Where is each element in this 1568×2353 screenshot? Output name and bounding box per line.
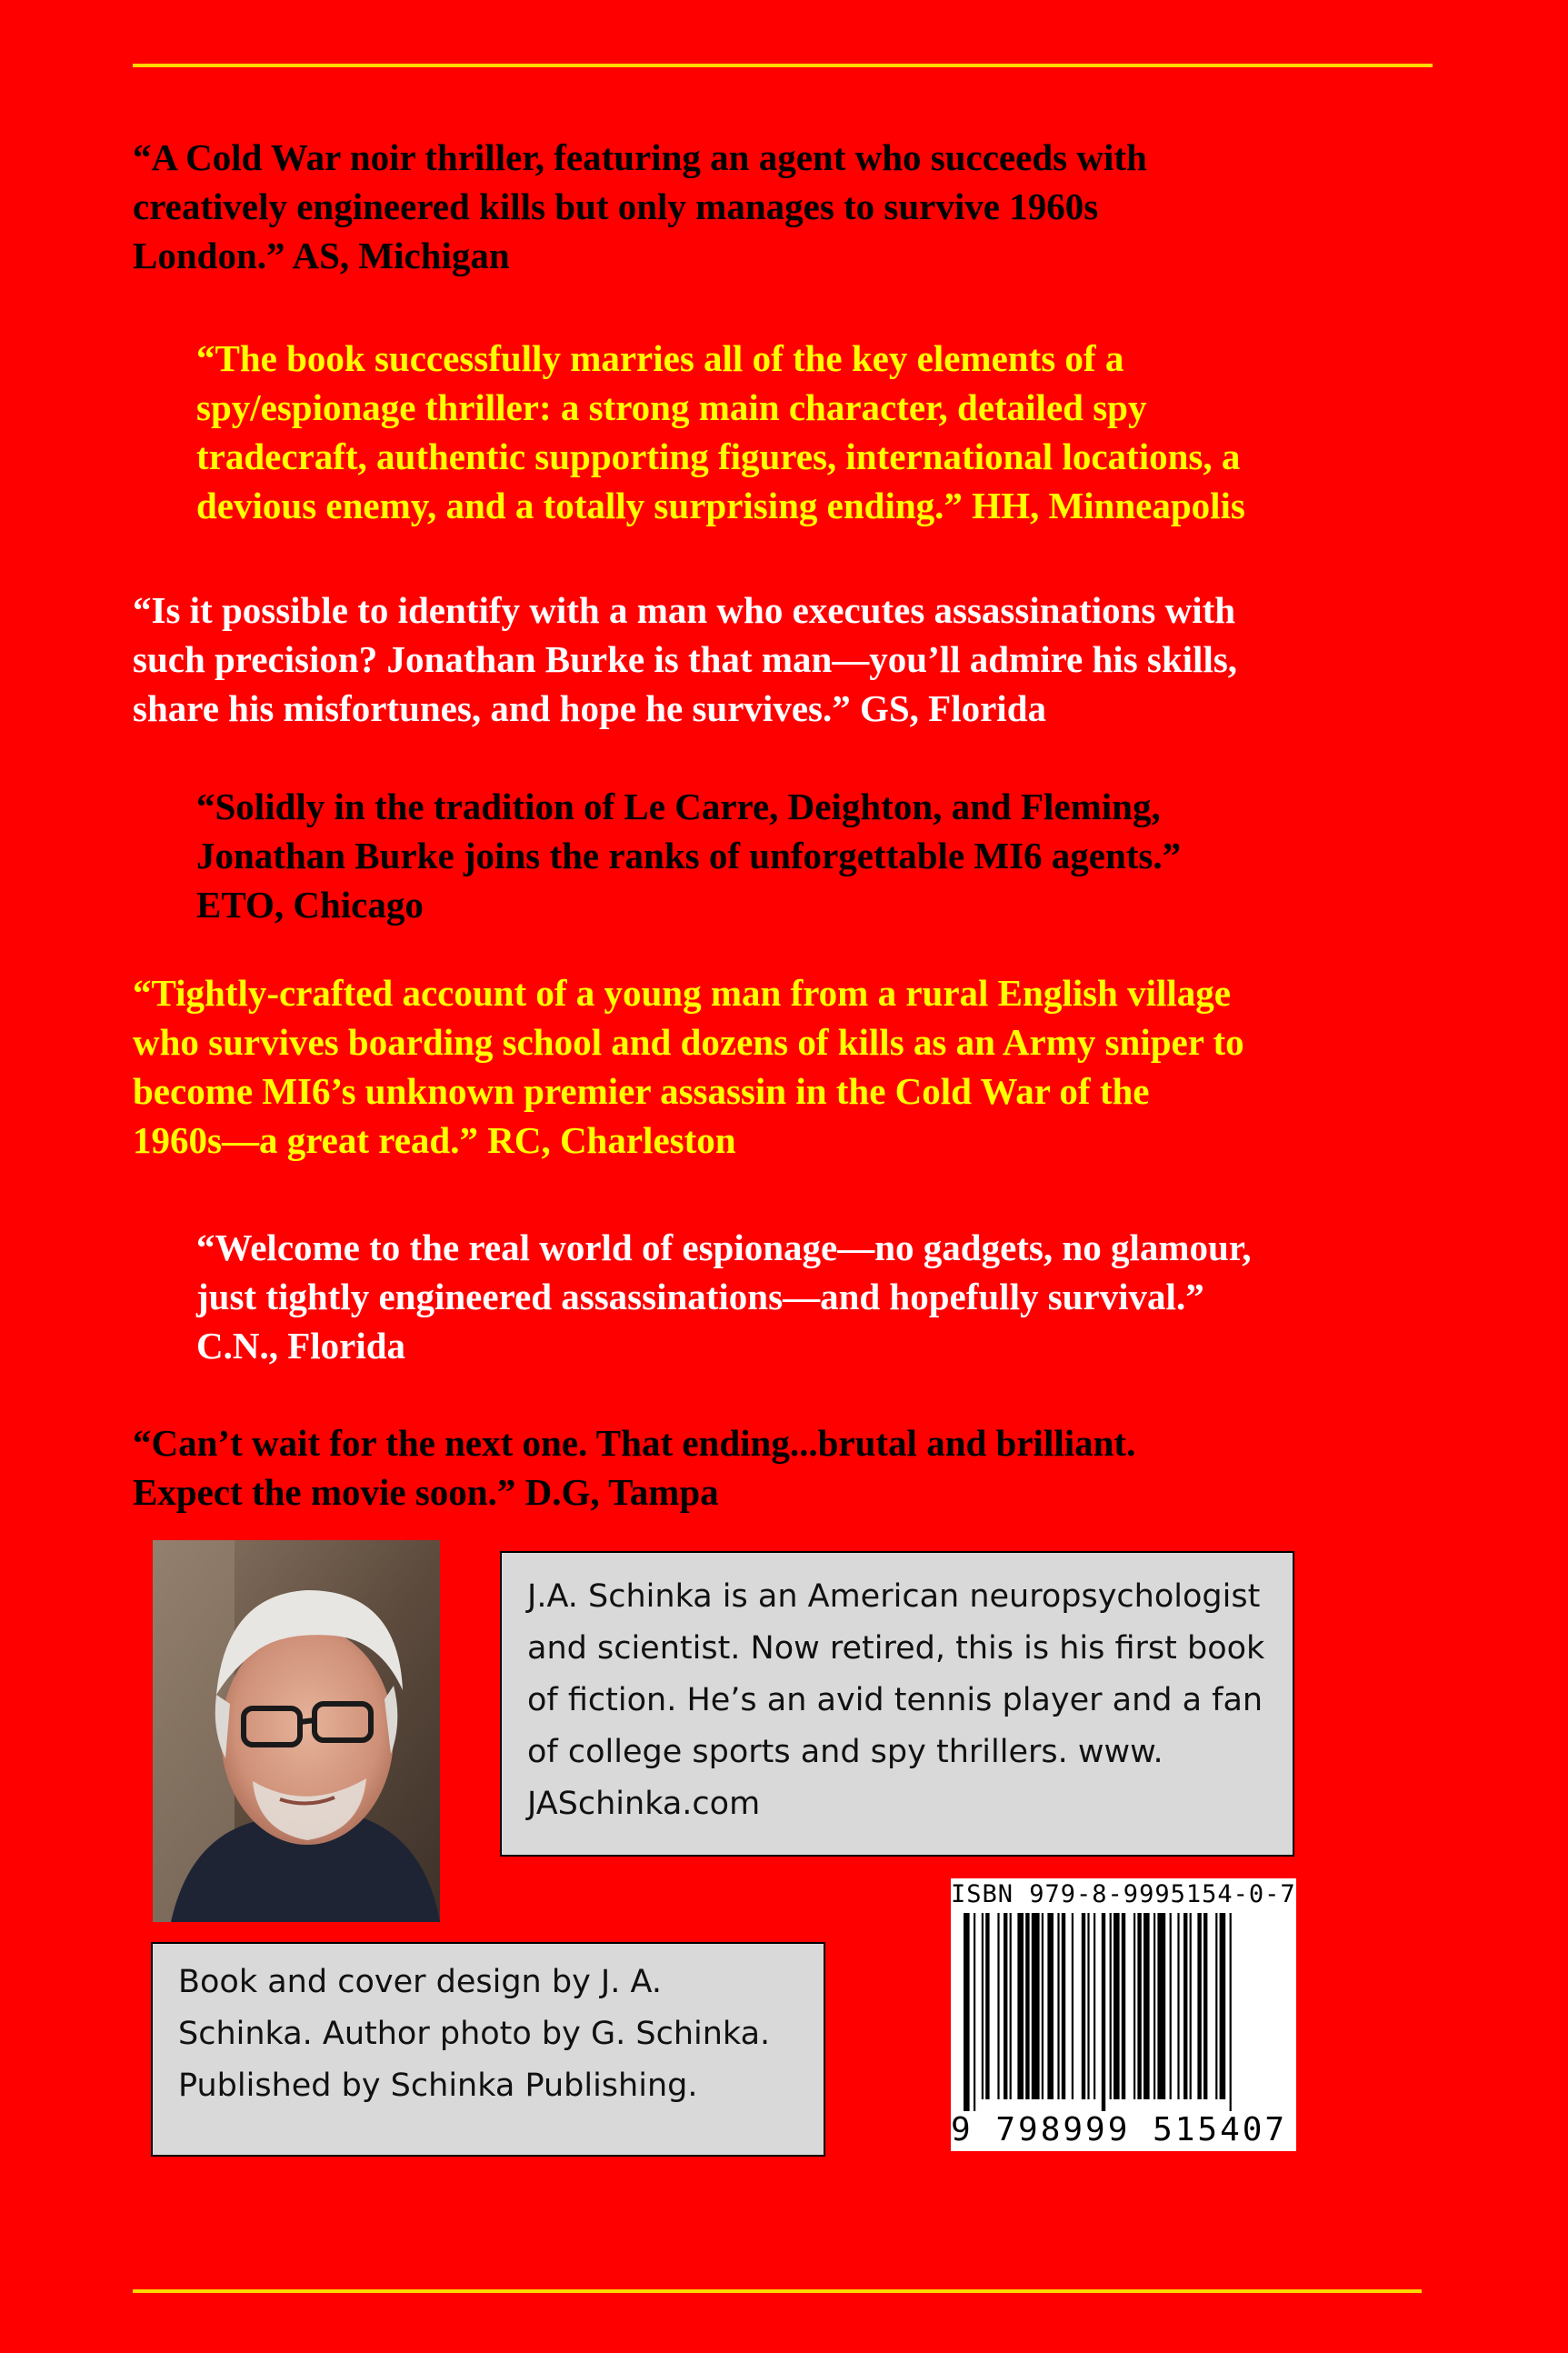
barcode-bar: [1094, 1913, 1095, 2099]
barcode-bar: [1215, 1913, 1217, 2099]
review-quote-cn-florida: “Welcome to the real world of espionage—no gadgets, no glamour, just tightly engineered assassinations—and hopefully survival.” C.N., Florida: [196, 1227, 1252, 1367]
barcode-bar: [1154, 1913, 1155, 2099]
bottom-rule: [133, 2289, 1422, 2293]
top-rule: [133, 64, 1433, 67]
barcode-bar: [1177, 1913, 1179, 2099]
barcode-bar: [985, 1913, 989, 2099]
barcode-bar: [1032, 1913, 1040, 2099]
isbn-label: ISBN 979-8-9995154-0-7: [951, 1880, 1296, 1908]
barcode-bar: [1110, 1913, 1112, 2099]
credits-text: Book and cover design by J. A. Schinka. Author photo by G. Schinka. Published by Schinka Publishing.: [178, 1964, 771, 2104]
author-portrait-image: [153, 1540, 440, 1922]
barcode-bar: [1057, 1913, 1059, 2099]
review-quote-gs-florida: “Is it possible to identify with a man who executes assassinations with such precision? Jonathan Burke is that man—you’ll admire his skills, share his misfortunes, and hope he survives.” GS, Florida: [133, 589, 1238, 729]
barcode-bar: [1017, 1913, 1024, 2099]
barcode-bar: [1072, 1913, 1074, 2099]
barcode-bar: [964, 1913, 970, 2111]
review-quote-rc-charleston: “Tightly-crafted account of a young man from a rural English village who survives boarding school and dozens of kills as an Army sniper to become MI6’s unknown premier assassin in the Cold War of the 1960s—a great read.” RC, Charleston: [133, 972, 1244, 1161]
barcode-bar: [1062, 1913, 1065, 2099]
barcode-bar: [1134, 1913, 1135, 2099]
barcode-bar: [1183, 1913, 1187, 2099]
ean-digits: 9 798999 515407: [951, 2111, 1288, 2148]
barcode-bar: [1025, 1913, 1029, 2099]
author-bio-box: [500, 1551, 1294, 1857]
barcode-bar: [1144, 1913, 1150, 2099]
barcode-bar: [982, 1913, 984, 2099]
review-quote-as-michigan: “A Cold War noir thriller, featuring an agent who succeeds with creatively engineered kills but only manages to survive 1960s London.” AS, Michigan: [133, 136, 1147, 276]
barcode-bar: [974, 1913, 975, 2111]
barcode-bar: [1102, 1913, 1105, 2111]
barcode-bar: [1190, 1913, 1192, 2099]
barcode-bar: [1087, 1913, 1089, 2099]
barcode-bar: [1047, 1913, 1054, 2099]
review-quote-hh-minneapolis: “The book successfully marries all of the key elements of a spy/espionage thriller: a strong main character, detailed spy tradecraft, authentic supporting figures, international locations, a devious enemy, and a totally surprising ending.” HH, Minneapolis: [196, 337, 1245, 526]
barcode-bar: [1230, 1913, 1232, 2111]
barcode-bar: [1157, 1913, 1165, 2099]
isbn-barcode: [951, 1878, 1296, 2151]
barcode-bar: [1114, 1913, 1120, 2099]
author-bio-text: J.A. Schinka is an American neuropsychologist and scientist. Now retired, this is his first book of fiction. He’s an avid tennis player and a fan of college sports and spy thrillers. www. JASchinka.com: [527, 1578, 1265, 1822]
barcode-bar: [1122, 1913, 1125, 2099]
credits-box: [151, 1942, 825, 2157]
barcode-bar: [1042, 1913, 1044, 2099]
barcode-bar: [1137, 1913, 1141, 2099]
barcode-bar: [1197, 1913, 1201, 2099]
barcode-bar: [1010, 1913, 1012, 2099]
review-quote-dg-tampa: “Can’t wait for the next one. That ending...brutal and brilliant. Expect the movie soon.” D.G, Tampa: [133, 1422, 1136, 1513]
barcode-bars-icon: [951, 1913, 1296, 2111]
barcode-bar: [1004, 1913, 1007, 2099]
barcode-bar: [1082, 1913, 1085, 2099]
review-quote-eto-chicago: “Solidly in the tradition of Le Carre, Deighton, and Fleming, Jonathan Burke joins the ranks of unforgettable MI6 agents.” ETO, Chicago: [196, 786, 1182, 926]
barcode-bar: [1203, 1913, 1207, 2099]
barcode-bar: [1220, 1913, 1226, 2099]
author-photo: [153, 1540, 440, 1922]
barcode-bar: [997, 1913, 999, 2099]
barcode-bar: [1170, 1913, 1172, 2099]
